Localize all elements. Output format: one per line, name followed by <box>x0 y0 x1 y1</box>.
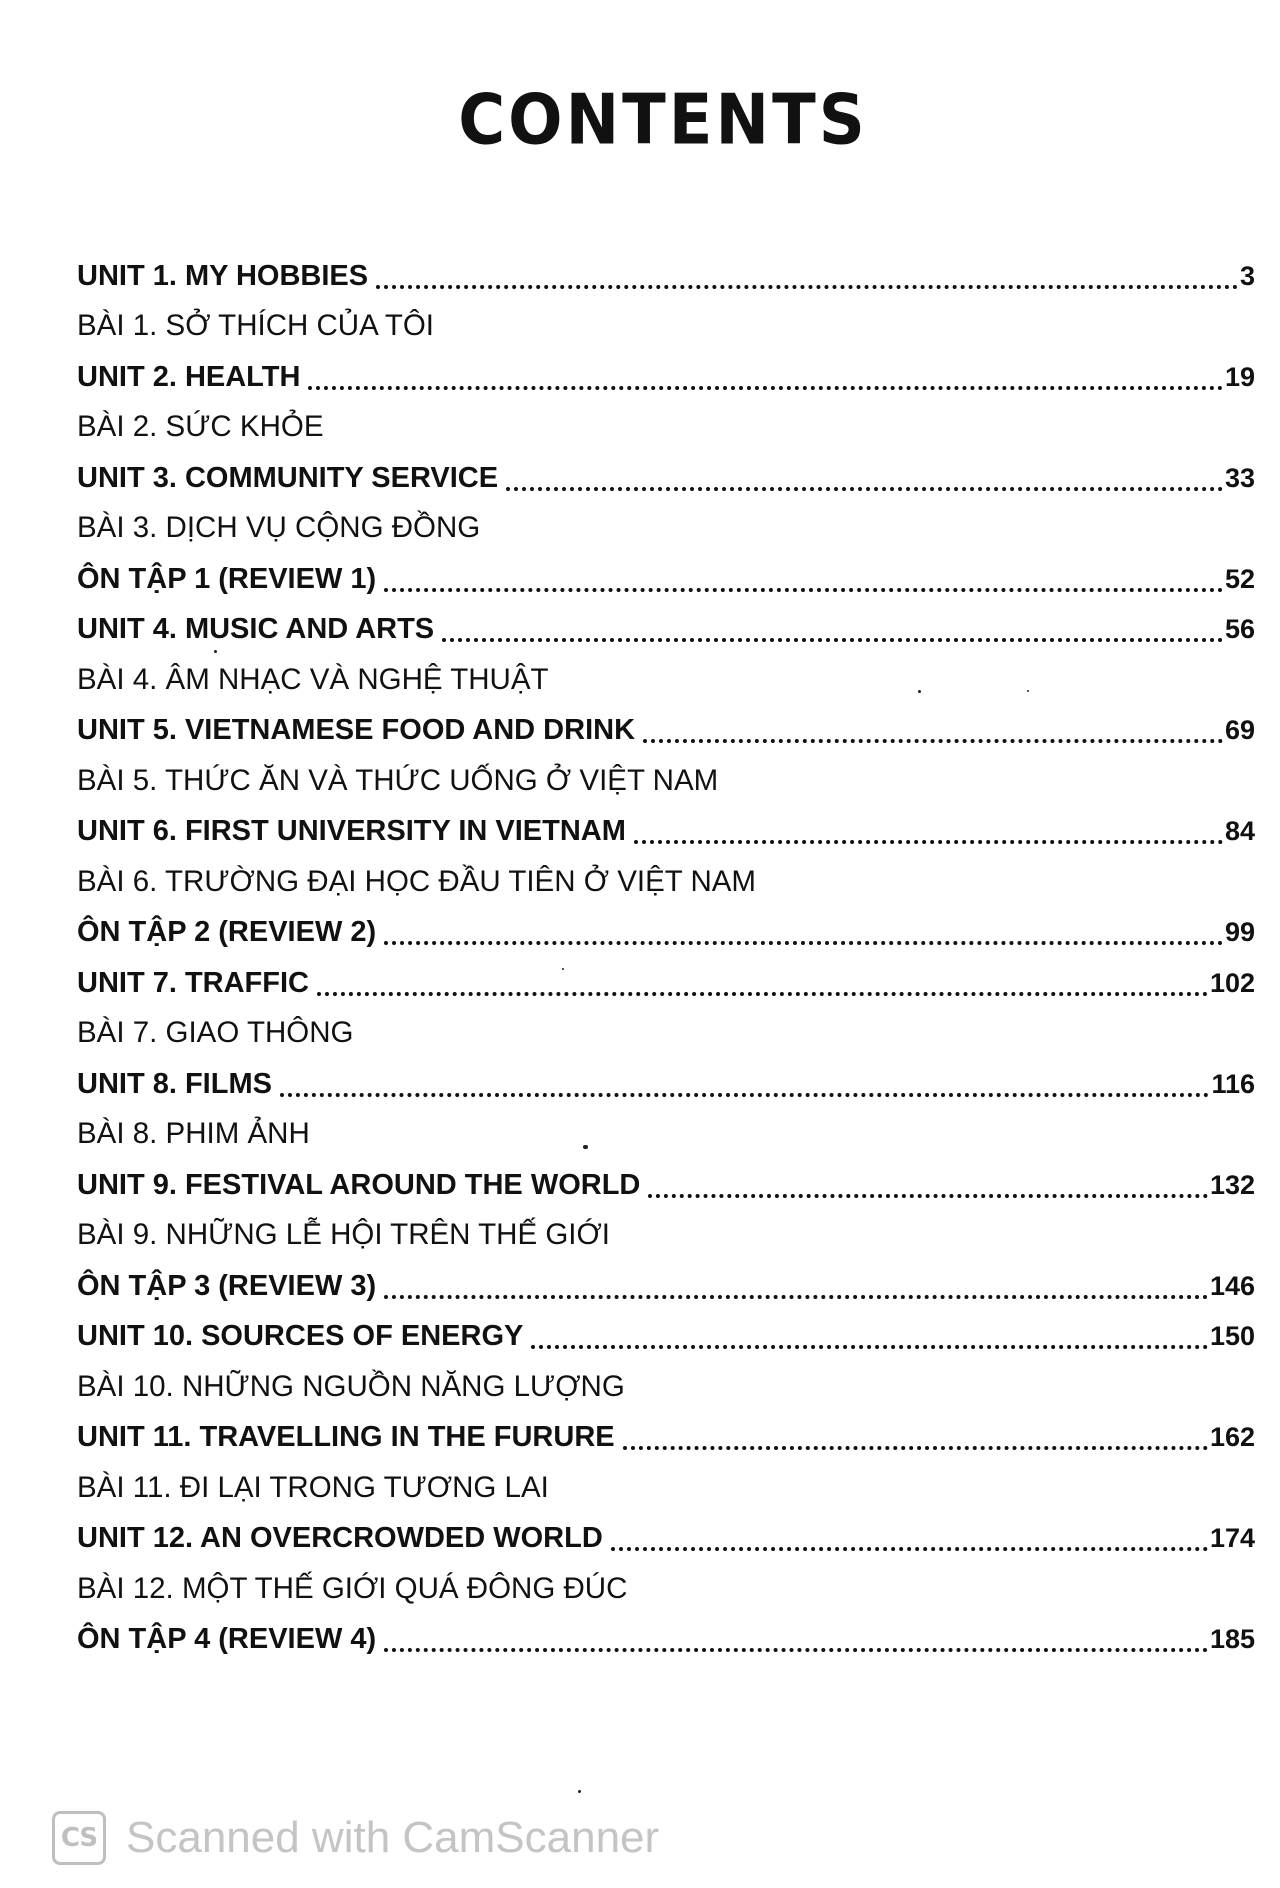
toc-entry <box>77 806 1255 857</box>
toc-entry-label: BÀI 12. MỘT THẾ GIỚI QUÁ ĐÔNG ĐÚC <box>77 1571 628 1605</box>
toc-entry-label: UNIT 6. FIRST UNIVERSITY IN VIETNAM <box>77 815 626 847</box>
dot-leader <box>648 1194 1208 1198</box>
toc-entry-label: UNIT 1. MY HOBBIES <box>77 259 369 292</box>
toc-entry-label: ÔN TẬP 4 (REVIEW 4) <box>77 1623 377 1655</box>
toc-entry-label: BÀI 10. NHỮNG NGUỒN NĂNG LƯỢNG <box>77 1369 625 1403</box>
toc-entry-label: BÀI 1. SỞ THÍCH CỦA TÔI <box>77 309 434 342</box>
toc-entry-label: ÔN TẬP 1 (REVIEW 1) <box>77 562 377 595</box>
toc-subtitle <box>77 402 1255 453</box>
toc-subtitle <box>77 1361 1255 1412</box>
toc-entry-label: UNIT 5. VIETNAMESE FOOD AND DRINK <box>77 714 636 746</box>
dot-leader <box>623 1446 1208 1450</box>
dot-leader <box>384 588 1223 592</box>
toc-entry-label: UNIT 9. FESTIVAL AROUND THE WORLD <box>77 1168 641 1201</box>
scan-speck <box>214 650 217 653</box>
scan-speck <box>578 1790 581 1793</box>
toc-entry <box>77 452 1255 503</box>
camscanner-logo-icon: CS <box>52 1811 106 1865</box>
toc-page-number: 69 <box>1224 715 1255 745</box>
toc-entry-label: UNIT 12. AN OVERCROWDED WORLD <box>77 1522 603 1554</box>
toc-entry-label: UNIT 4. MUSIC AND ARTS <box>77 613 435 645</box>
toc-page-number: 116 <box>1211 1068 1255 1099</box>
dot-leader <box>531 1345 1208 1349</box>
scan-speck <box>583 1145 588 1149</box>
toc-entry <box>77 1513 1255 1564</box>
toc-entry <box>77 553 1255 604</box>
toc-entry <box>77 907 1255 958</box>
dot-leader <box>643 739 1223 743</box>
toc-page-number: 185 <box>1209 1624 1255 1654</box>
toc-subtitle <box>77 503 1255 554</box>
toc-entry-label: ÔN TẬP 3 (REVIEW 3) <box>77 1269 377 1302</box>
dot-leader <box>280 1093 1209 1097</box>
toc-entry <box>77 1058 1255 1109</box>
toc-entry-label: BÀI 6. TRƯỜNG ĐẠI HỌC ĐẦU TIÊN Ở VIỆT NAM <box>77 864 757 898</box>
dot-leader <box>384 941 1223 945</box>
toc-page-number: 146 <box>1209 1270 1255 1301</box>
toc-entry-label: UNIT 10. SOURCES OF ENERGY <box>77 1320 524 1352</box>
toc-subtitle <box>77 1563 1255 1614</box>
toc-subtitle <box>77 856 1255 907</box>
toc-subtitle <box>77 755 1255 806</box>
toc-entry-label: UNIT 8. FILMS <box>77 1067 272 1100</box>
toc-entry <box>77 351 1255 402</box>
dot-leader <box>611 1547 1208 1551</box>
toc-entry <box>77 1260 1255 1311</box>
camscanner-watermark <box>52 1808 659 1868</box>
toc-subtitle <box>77 1462 1255 1513</box>
toc-entry <box>77 957 1255 1008</box>
toc-subtitle <box>77 1210 1255 1261</box>
toc-entry-label: UNIT 11. TRAVELLING IN THE FURURE <box>77 1421 615 1453</box>
toc-page-number: 132 <box>1209 1169 1255 1200</box>
toc-entry-label: BÀI 2. SỨC KHỎE <box>77 410 324 443</box>
toc-subtitle <box>77 654 1255 705</box>
toc-entry-label: BÀI 9. NHỮNG LỄ HỘI TRÊN THẾ GIỚI <box>77 1218 610 1251</box>
dot-leader <box>384 1295 1208 1299</box>
toc-entry <box>77 1311 1255 1362</box>
toc-entry-label: BÀI 3. DỊCH VỤ CỘNG ĐỒNG <box>77 511 481 544</box>
toc-entry-label: UNIT 3. COMMUNITY SERVICE <box>77 461 499 494</box>
dot-leader <box>634 840 1223 844</box>
toc-entry-label: ÔN TẬP 2 (REVIEW 2) <box>77 916 377 948</box>
toc-entry-label: BÀI 7. GIAO THÔNG <box>77 1016 354 1049</box>
toc-entry-label: UNIT 2. HEALTH <box>77 360 301 393</box>
toc-page-number: 162 <box>1209 1422 1255 1452</box>
scan-speck <box>1027 690 1029 692</box>
page-title: CONTENTS <box>458 81 868 161</box>
dot-leader <box>506 487 1223 491</box>
toc-entry-label: BÀI 5. THỨC ĂN VÀ THỨC UỐNG Ở VIỆT NAM <box>77 763 719 797</box>
toc-entry-label: BÀI 11. ĐI LẠI TRONG TƯƠNG LAI <box>77 1470 549 1504</box>
toc-page-number: 3 <box>1239 260 1255 291</box>
toc-page-number: 150 <box>1209 1321 1255 1351</box>
toc-page-number: 84 <box>1224 816 1255 846</box>
toc-entry <box>77 705 1255 756</box>
scan-speck <box>562 968 564 970</box>
table-of-contents <box>77 250 1255 1664</box>
toc-page-number: 56 <box>1224 614 1255 644</box>
toc-subtitle <box>77 301 1255 352</box>
dot-leader <box>376 285 1238 289</box>
toc-subtitle <box>77 1109 1255 1160</box>
toc-page-number: 52 <box>1224 563 1255 594</box>
toc-entry-label: BÀI 8. PHIM ẢNH <box>77 1117 310 1150</box>
dot-leader <box>384 1648 1208 1652</box>
toc-page-number: 102 <box>1209 967 1255 998</box>
toc-page-number: 33 <box>1224 462 1255 493</box>
dot-leader <box>308 386 1223 390</box>
scan-speck <box>918 690 921 693</box>
toc-entry <box>77 604 1255 655</box>
toc-entry <box>77 1159 1255 1210</box>
toc-page-number: 174 <box>1209 1523 1255 1553</box>
toc-entry-label: UNIT 7. TRAFFIC <box>77 966 309 999</box>
toc-page-number: 19 <box>1224 361 1255 392</box>
toc-entry-label: BÀI 4. ÂM NHẠC VÀ NGHỆ THUẬT <box>77 662 549 696</box>
watermark-text: Scanned with CamScanner <box>126 1813 660 1862</box>
toc-subtitle <box>77 1008 1255 1059</box>
toc-entry <box>77 250 1255 301</box>
toc-entry <box>77 1412 1255 1463</box>
toc-entry <box>77 1614 1255 1665</box>
dot-leader <box>317 992 1208 996</box>
toc-page-number: 99 <box>1224 917 1255 947</box>
dot-leader <box>442 638 1223 642</box>
